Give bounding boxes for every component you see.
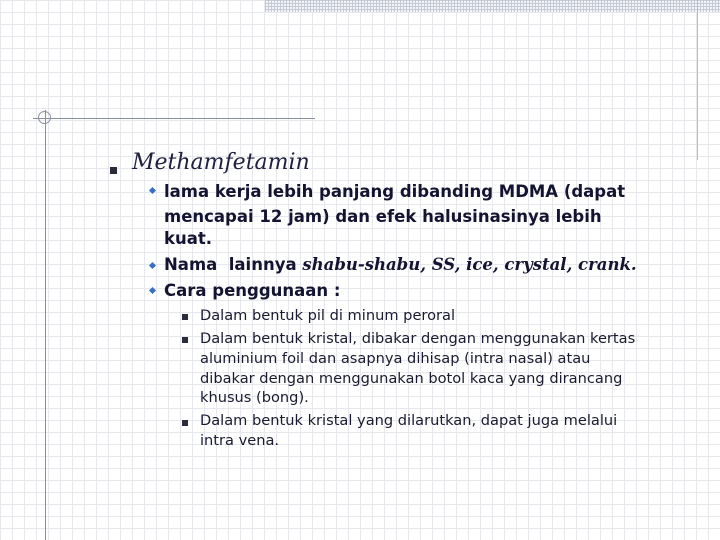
corner-circle-ornament (38, 111, 51, 124)
sub-bullet-3-line-2: intra vena. (200, 432, 280, 449)
bullet-1-line-3: kuat. (164, 229, 213, 248)
slide-title: Methamfetamin (132, 150, 310, 175)
sub-bullet-2-line-4: khusus (bong). (200, 389, 309, 406)
bullet-diamond-icon (149, 262, 156, 269)
bullet-diamond-icon (149, 187, 156, 194)
sub-bullet-icon (182, 314, 188, 320)
bullet-2-italic: shabu-shabu, SS, ice, crystal, crank. (302, 255, 637, 274)
horizontal-rule (33, 118, 315, 119)
sub-bullet-2-line-3: dibakar dengan menggunakan botol kaca yang dirancang (200, 370, 623, 387)
bullet-2-prefix: Nama lainnya (164, 255, 303, 274)
sub-bullet-2-line-2: aluminium foil dan asapnya dihisap (intra nasal) atau (200, 350, 591, 367)
sub-bullet-icon (182, 420, 188, 426)
bullet-3: Cara penggunaan : (164, 281, 341, 300)
title-bullet-icon (110, 167, 117, 174)
vertical-rule (45, 110, 46, 540)
bullet-diamond-icon (149, 287, 156, 294)
sub-bullet-icon (182, 337, 188, 343)
sub-bullet-3-line-1: Dalam bentuk kristal yang dilarutkan, dapat juga melalui (200, 412, 618, 429)
sub-bullet-2-line-1: Dalam bentuk kristal, dibakar dengan menggunakan kertas (200, 330, 636, 347)
sub-bullet-1-line-1: Dalam bentuk pil di minum peroral (200, 307, 456, 324)
bullet-2 (164, 255, 637, 274)
bullet-1-line-2: mencapai 12 jam) dan efek halusinasinya lebih (164, 207, 602, 226)
bullet-1-line-1: lama kerja lebih panjang dibanding MDMA (dapat (164, 182, 626, 201)
right-vertical-rule (697, 0, 698, 160)
top-dotted-band (265, 0, 720, 12)
